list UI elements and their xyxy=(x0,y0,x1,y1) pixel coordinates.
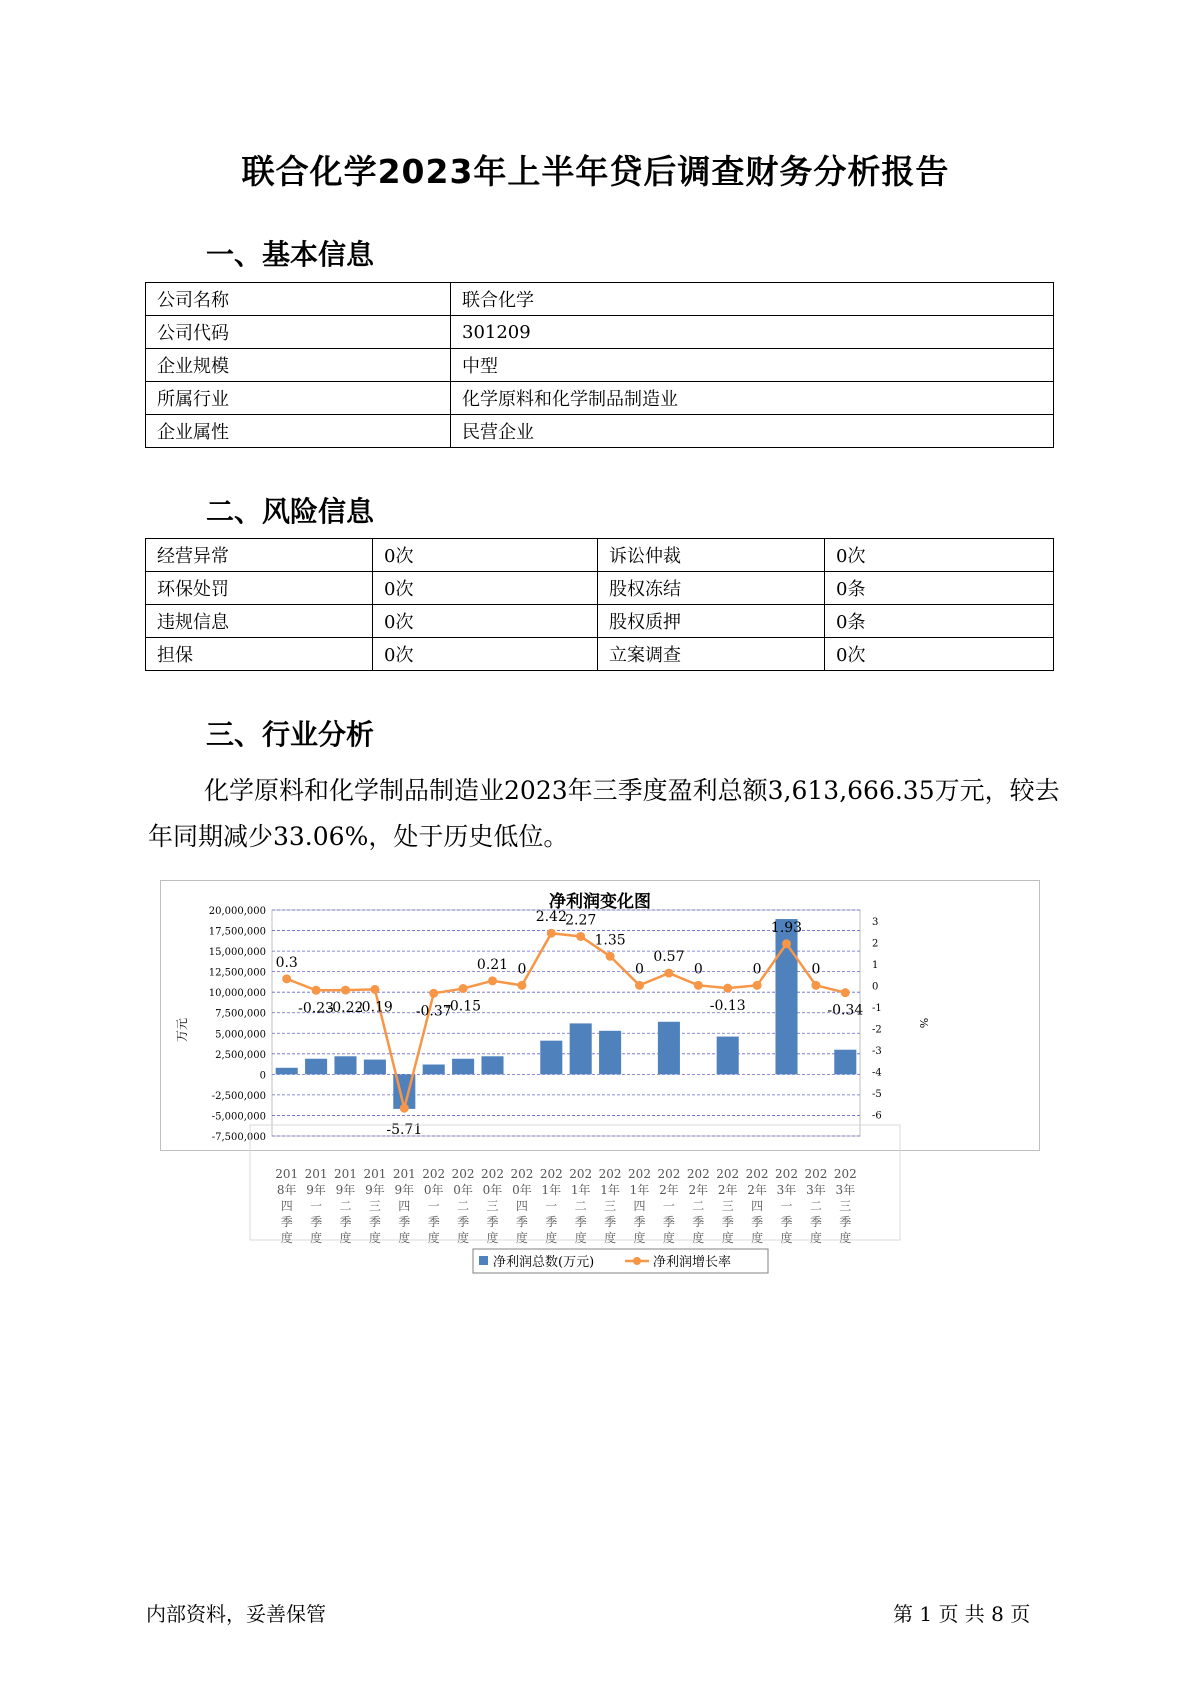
x-tick-label: 四 xyxy=(398,1199,411,1213)
x-tick-label: 二 xyxy=(457,1199,470,1213)
x-tick-label: 201 xyxy=(363,1167,387,1181)
x-tick-label: 9年 xyxy=(365,1183,385,1197)
bar xyxy=(481,1056,503,1074)
x-tick-label: 季 xyxy=(457,1215,470,1229)
x-tick-label: 201 xyxy=(392,1167,416,1181)
risk-info-row xyxy=(146,638,1054,671)
risk-label: 经营异常 xyxy=(146,539,373,572)
growth-point xyxy=(635,981,644,990)
growth-data-label: 2.27 xyxy=(565,912,597,929)
risk-label: 违规信息 xyxy=(146,605,373,638)
x-tick-label: 三 xyxy=(839,1199,852,1213)
x-tick-label: 3年 xyxy=(806,1183,826,1197)
x-tick-label: 202 xyxy=(628,1167,651,1181)
y2-tick-label: -2 xyxy=(872,1024,882,1036)
x-tick-label: 1年 xyxy=(541,1183,562,1197)
basic-info-label: 所属行业 xyxy=(146,382,451,415)
x-tick-label: 一 xyxy=(780,1199,793,1213)
basic-info-value: 民营企业 xyxy=(451,415,1054,448)
plot-area xyxy=(272,910,860,1139)
y-tick-label: 2,500,000 xyxy=(215,1049,266,1061)
x-tick-label: 度 xyxy=(604,1231,617,1245)
x-tick-label: 201 xyxy=(304,1167,328,1181)
x-tick-label: 8年 xyxy=(276,1183,297,1197)
section-risk-info-heading: 二、风险信息 xyxy=(206,495,375,528)
y2-axis-label: % xyxy=(917,1017,930,1029)
x-tick-label: 二 xyxy=(339,1199,352,1213)
y-tick-label: -2,500,000 xyxy=(211,1090,266,1102)
x-tick-label: 202 xyxy=(657,1167,681,1181)
x-tick-label: 季 xyxy=(398,1215,411,1229)
x-tick-label: 度 xyxy=(427,1231,440,1245)
x-tick-label: 二 xyxy=(809,1199,822,1213)
x-tick-label: 202 xyxy=(833,1167,857,1181)
x-tick-label: 3年 xyxy=(776,1183,797,1197)
x-tick-label: 季 xyxy=(545,1215,558,1229)
x-tick-label: 四 xyxy=(751,1199,764,1213)
x-tick-label: 季 xyxy=(692,1215,705,1229)
growth-line xyxy=(287,933,846,1108)
x-tick-label: 9年 xyxy=(306,1183,326,1197)
growth-data-label: 2.42 xyxy=(535,909,567,926)
basic-info-row xyxy=(146,316,1054,349)
bar xyxy=(540,1041,562,1075)
x-tick-label: 一 xyxy=(427,1199,440,1213)
x-tick-label: 度 xyxy=(339,1231,352,1245)
y-tick-label: 12,500,000 xyxy=(208,967,266,979)
growth-point xyxy=(547,929,556,938)
x-tick-label: 度 xyxy=(721,1231,734,1245)
growth-data-label: 0.57 xyxy=(653,949,685,966)
x-tick-label: 9年 xyxy=(335,1183,356,1197)
growth-point xyxy=(723,984,732,993)
x-tick-label: 0年 xyxy=(482,1183,503,1197)
x-tick-label: 度 xyxy=(809,1231,822,1245)
basic-info-label: 公司代码 xyxy=(146,316,451,349)
x-tick-label: 季 xyxy=(427,1215,440,1229)
risk-value: 0次 xyxy=(825,539,1054,572)
chart-title: 净利润变化图 xyxy=(549,892,651,912)
x-tick-label: 2年 xyxy=(688,1183,709,1197)
y2-tick-label: 0 xyxy=(872,981,879,993)
growth-point xyxy=(370,985,379,994)
x-tick-label: 一 xyxy=(545,1199,558,1213)
risk-value: 0条 xyxy=(825,572,1054,605)
x-tick-label: 季 xyxy=(751,1215,764,1229)
x-tick-label: 度 xyxy=(280,1231,293,1245)
x-tick-label: 2年 xyxy=(717,1183,738,1197)
growth-data-label: 0.3 xyxy=(275,954,298,971)
x-tick-label: 季 xyxy=(574,1215,587,1229)
x-tick-label: 度 xyxy=(780,1231,793,1245)
x-tick-label: 季 xyxy=(721,1215,734,1229)
risk-label: 股权冻结 xyxy=(598,572,825,605)
report-title: 联合化学2023年上半年贷后调查财务分析报告 xyxy=(241,152,950,191)
section-industry-analysis-heading: 三、行业分析 xyxy=(206,718,375,751)
x-tick-label: 三 xyxy=(486,1199,499,1213)
x-tick-label: 202 xyxy=(569,1167,593,1181)
y-tick-label: 20,000,000 xyxy=(208,906,266,917)
basic-info-row xyxy=(146,382,1054,415)
y-tick-label: 0 xyxy=(259,1070,266,1082)
y-tick-label: -7,500,000 xyxy=(211,1132,266,1143)
growth-point xyxy=(811,981,820,990)
basic-info-label: 企业规模 xyxy=(146,349,451,382)
industry-analysis-paragraph xyxy=(148,768,1068,860)
x-tick-label: 二 xyxy=(692,1199,705,1213)
risk-info-row xyxy=(146,572,1054,605)
growth-point xyxy=(753,981,762,990)
basic-info-row xyxy=(146,283,1054,316)
x-tick-label: 2年 xyxy=(747,1183,767,1197)
x-tick-label: 度 xyxy=(515,1231,528,1245)
growth-data-label: -0.19 xyxy=(356,999,393,1016)
risk-value: 0次 xyxy=(373,638,598,671)
growth-data-label: 0 xyxy=(752,961,762,978)
basic-info-value: 化学原料和化学制品制造业 xyxy=(451,382,1054,415)
risk-label: 股权质押 xyxy=(598,605,825,638)
legend-line-label: 净利润增长率 xyxy=(653,1255,732,1270)
x-tick-label: 0年 xyxy=(512,1183,532,1197)
x-tick-label: 季 xyxy=(839,1215,852,1229)
y2-tick-label: 2 xyxy=(872,938,879,950)
x-tick-label: 度 xyxy=(486,1231,499,1245)
x-tick-label: 度 xyxy=(692,1231,705,1245)
y-tick-label: 17,500,000 xyxy=(208,926,266,938)
x-tick-label: 3年 xyxy=(835,1183,856,1197)
risk-label: 立案调查 xyxy=(598,638,825,671)
legend-line-marker xyxy=(633,1257,641,1265)
x-tick-label: 度 xyxy=(368,1231,381,1245)
x-tick-label: 0年 xyxy=(423,1183,444,1197)
x-tick-label: 度 xyxy=(457,1231,470,1245)
x-tick-label: 季 xyxy=(604,1215,617,1229)
x-tick-label: 202 xyxy=(716,1167,740,1181)
risk-info-row xyxy=(146,605,1054,638)
y2-tick-label: -5 xyxy=(872,1088,882,1100)
legend-bar-label: 净利润总数(万元) xyxy=(493,1255,595,1270)
x-tick-label: 季 xyxy=(368,1215,381,1229)
basic-info-value: 联合化学 xyxy=(451,283,1054,316)
net-profit-chart xyxy=(160,880,1040,1340)
bar xyxy=(305,1059,327,1075)
y-tick-label: 7,500,000 xyxy=(215,1008,266,1020)
x-tick-label: 三 xyxy=(604,1199,617,1213)
basic-info-label: 企业属性 xyxy=(146,415,451,448)
y2-tick-label: 3 xyxy=(872,916,879,928)
x-tick-label: 三 xyxy=(368,1199,381,1213)
x-tick-label: 202 xyxy=(686,1167,710,1181)
growth-point xyxy=(341,986,350,995)
growth-point xyxy=(488,976,497,985)
basic-info-value: 中型 xyxy=(451,349,1054,382)
growth-point xyxy=(694,981,703,990)
growth-data-label: -0.22 xyxy=(327,1000,364,1017)
x-tick-label: 202 xyxy=(481,1167,504,1181)
x-tick-label: 度 xyxy=(839,1231,852,1245)
x-tick-label: 202 xyxy=(539,1167,563,1181)
risk-value: 0次 xyxy=(373,572,598,605)
x-tick-label: 度 xyxy=(545,1231,558,1245)
bar xyxy=(570,1023,592,1074)
y-tick-label: 10,000,000 xyxy=(208,988,266,1000)
growth-data-label: -0.13 xyxy=(709,998,746,1015)
x-tick-label: 1年 xyxy=(629,1183,650,1197)
basic-info-row xyxy=(146,349,1054,382)
growth-data-label: 0 xyxy=(517,961,527,978)
x-tick-label: 一 xyxy=(310,1199,323,1213)
growth-data-label: -0.23 xyxy=(298,1000,335,1017)
growth-data-label: -5.71 xyxy=(386,1122,423,1139)
x-tick-label: 202 xyxy=(451,1167,475,1181)
x-tick-label: 季 xyxy=(809,1215,822,1229)
x-tick-label: 季 xyxy=(310,1215,323,1229)
y2-tick-label: -6 xyxy=(872,1110,882,1122)
x-tick-label: 度 xyxy=(662,1231,675,1245)
x-tick-label: 季 xyxy=(633,1215,646,1229)
footer-page-number: 第 1 页 共 8 页 xyxy=(893,1602,1031,1626)
basic-info-value: 301209 xyxy=(451,316,1054,349)
growth-point xyxy=(400,1104,409,1113)
growth-point xyxy=(841,988,850,997)
growth-data-label: -0.15 xyxy=(445,998,482,1015)
x-tick-label: 201 xyxy=(334,1167,357,1181)
bar xyxy=(364,1060,386,1075)
risk-label: 诉讼仲裁 xyxy=(598,539,825,572)
growth-point xyxy=(517,981,526,990)
growth-data-label: -0.37 xyxy=(415,1003,452,1020)
x-tick-label: 202 xyxy=(598,1167,622,1181)
x-tick-label: 度 xyxy=(751,1231,764,1245)
risk-info-row xyxy=(146,539,1054,572)
x-tick-label: 季 xyxy=(662,1215,675,1229)
x-tick-label: 四 xyxy=(280,1199,293,1213)
x-tick-label: 季 xyxy=(339,1215,352,1229)
y-tick-label: 15,000,000 xyxy=(208,947,266,959)
x-tick-label: 202 xyxy=(510,1167,534,1181)
risk-label: 担保 xyxy=(146,638,373,671)
risk-value: 0次 xyxy=(373,539,598,572)
x-tick-label: 度 xyxy=(574,1231,587,1245)
footer-confidential-note: 内部资料，妥善保管 xyxy=(146,1602,326,1626)
growth-data-label: 0.21 xyxy=(476,956,509,973)
growth-data-label: 1.93 xyxy=(770,919,803,936)
growth-data-label: 0 xyxy=(635,961,644,978)
bar xyxy=(334,1056,356,1074)
x-tick-label: 季 xyxy=(515,1215,528,1229)
bar xyxy=(452,1059,474,1075)
risk-label: 环保处罚 xyxy=(146,572,373,605)
y2-tick-label: -4 xyxy=(872,1067,882,1079)
risk-value: 0条 xyxy=(825,605,1054,638)
x-tick-label: 二 xyxy=(574,1199,587,1213)
x-tick-label: 四 xyxy=(633,1199,646,1213)
growth-point xyxy=(782,939,791,948)
x-tick-label: 四 xyxy=(515,1199,528,1213)
x-tick-label: 三 xyxy=(721,1199,734,1213)
risk-value: 0次 xyxy=(825,638,1054,671)
x-tick-label: 度 xyxy=(633,1231,646,1245)
y-axis-label: 万元 xyxy=(175,1017,189,1043)
growth-data-label: -0.34 xyxy=(827,1002,864,1019)
x-tick-label: 1年 xyxy=(570,1183,591,1197)
x-tick-label: 季 xyxy=(486,1215,499,1229)
risk-value: 0次 xyxy=(373,605,598,638)
bar xyxy=(834,1050,856,1075)
bar xyxy=(658,1022,680,1075)
industry-analysis-text: 化学原料和化学制品制造业2023年三季度盈利总额3,613,666.35万元，较去年同期减少33.06%，处于历史低位。 xyxy=(148,776,1060,851)
y2-tick-label: 1 xyxy=(872,959,879,971)
x-tick-label: 度 xyxy=(398,1231,411,1245)
bar xyxy=(276,1068,298,1075)
bar xyxy=(599,1031,621,1075)
growth-point xyxy=(282,974,291,983)
x-tick-label: 一 xyxy=(662,1199,675,1213)
x-tick-label: 201 xyxy=(275,1167,299,1181)
section-basic-info-heading: 一、基本信息 xyxy=(206,238,375,271)
x-tick-label: 9年 xyxy=(394,1183,415,1197)
x-tick-label: 季 xyxy=(280,1215,293,1229)
x-tick-label: 季 xyxy=(780,1215,793,1229)
x-tick-label: 202 xyxy=(775,1167,798,1181)
growth-point xyxy=(459,984,468,993)
legend-bar-swatch xyxy=(479,1256,488,1265)
y-tick-label: -5,000,000 xyxy=(211,1111,266,1123)
growth-point xyxy=(312,986,321,995)
x-tick-label: 0年 xyxy=(453,1183,473,1197)
growth-data-label: 0 xyxy=(693,961,703,978)
y2-tick-label: -1 xyxy=(872,1002,882,1014)
growth-data-label: 1.35 xyxy=(594,932,626,949)
basic-info-table xyxy=(145,282,1054,448)
growth-point xyxy=(429,989,438,998)
growth-data-label: 0 xyxy=(811,961,821,978)
growth-point xyxy=(606,952,615,961)
basic-info-label: 公司名称 xyxy=(146,283,451,316)
basic-info-row xyxy=(146,415,1054,448)
x-tick-label: 202 xyxy=(745,1167,769,1181)
y2-tick-label: -3 xyxy=(872,1045,882,1057)
chart-frame xyxy=(161,881,1040,1151)
growth-point xyxy=(576,932,585,941)
x-tick-label: 202 xyxy=(804,1167,828,1181)
risk-info-table xyxy=(145,538,1054,671)
x-tick-label: 1年 xyxy=(600,1183,620,1197)
x-tick-label: 度 xyxy=(310,1231,323,1245)
x-tick-label: 202 xyxy=(422,1167,446,1181)
bar xyxy=(423,1065,445,1075)
x-tick-label: 2年 xyxy=(659,1183,679,1197)
y-tick-label: 5,000,000 xyxy=(215,1029,266,1041)
growth-point xyxy=(664,969,673,978)
bar xyxy=(717,1037,739,1075)
